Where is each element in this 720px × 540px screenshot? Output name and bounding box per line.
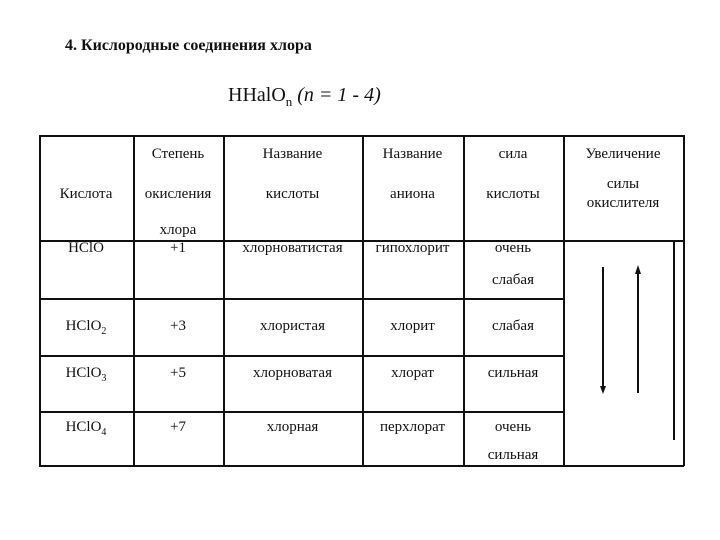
acid-formula: HClO: [65, 318, 102, 334]
header-line: хлора: [159, 222, 197, 238]
cell-ox: +3: [170, 318, 186, 334]
header-line: Название: [382, 146, 443, 162]
row-divider: [39, 298, 563, 300]
header-line: Степень: [151, 146, 205, 162]
row-divider: [39, 411, 563, 413]
cell-ox: +1: [170, 240, 186, 256]
header-line: окислителя: [586, 195, 660, 211]
formula-condition: (n = 1 - 4): [292, 84, 381, 106]
formula-base: HHalO: [228, 84, 286, 106]
trend-arrows: [563, 240, 683, 465]
cell-acid-name: хлористая: [260, 318, 325, 334]
cell-ox: +7: [170, 419, 186, 435]
acid-subscript: 2: [101, 326, 107, 337]
cell-acid-name: хлорная: [266, 419, 319, 435]
header-line: силы: [606, 176, 640, 192]
cell-strength: [463, 414, 563, 468]
down-arrow-icon: [600, 267, 606, 394]
strength-line: очень: [494, 240, 532, 256]
strength-line: слабая: [492, 272, 534, 288]
general-formula: [228, 84, 381, 110]
cell-acid-name: хлорноватая: [253, 365, 332, 381]
cell-acid: [39, 360, 133, 392]
acid-subscript: 3: [101, 373, 107, 384]
cell-anion: хлорит: [390, 318, 435, 334]
acid-subscript: 4: [101, 427, 107, 438]
formula-sub: n: [285, 94, 293, 109]
cell-strength: сильная: [487, 365, 539, 381]
header-oxidation-state: [133, 141, 223, 243]
cell-anion: перхлорат: [380, 419, 445, 435]
slide-title: 4. Кислородные соединения хлора: [65, 37, 312, 54]
header-line: Увеличение: [585, 146, 661, 162]
up-arrow-icon: [635, 265, 641, 393]
cell-acid: [39, 313, 133, 345]
cell-acid: [39, 414, 133, 446]
cell-strength: [463, 235, 563, 293]
table-border: [683, 135, 685, 466]
acid-formula: HClO: [65, 419, 102, 435]
header-anion-name: [362, 141, 463, 207]
header-line: Название: [262, 146, 323, 162]
cell-strength: слабая: [492, 318, 534, 334]
header-line: кислоты: [265, 186, 320, 202]
header-acid: Кислота: [59, 186, 113, 202]
header-line: аниона: [390, 186, 435, 202]
header-line: сила: [498, 146, 528, 162]
row-divider: [39, 355, 563, 357]
cell-anion: хлорат: [391, 365, 434, 381]
strength-line: сильная: [487, 447, 539, 463]
cell-acid-name: хлорноватистая: [242, 240, 343, 256]
acid-formula: HClO: [68, 240, 104, 256]
cell-ox: +5: [170, 365, 186, 381]
cell-acid: [39, 235, 133, 261]
acid-formula: HClO: [65, 365, 102, 381]
header-line: кислоты: [486, 186, 540, 202]
header-oxidizer-increase: [563, 141, 683, 213]
strength-line: очень: [494, 419, 532, 435]
cell-anion: гипохлорит: [375, 240, 450, 256]
header-line: окисления: [144, 186, 212, 202]
header-acid-name: [223, 141, 362, 207]
header-acid-strength: [463, 141, 563, 207]
